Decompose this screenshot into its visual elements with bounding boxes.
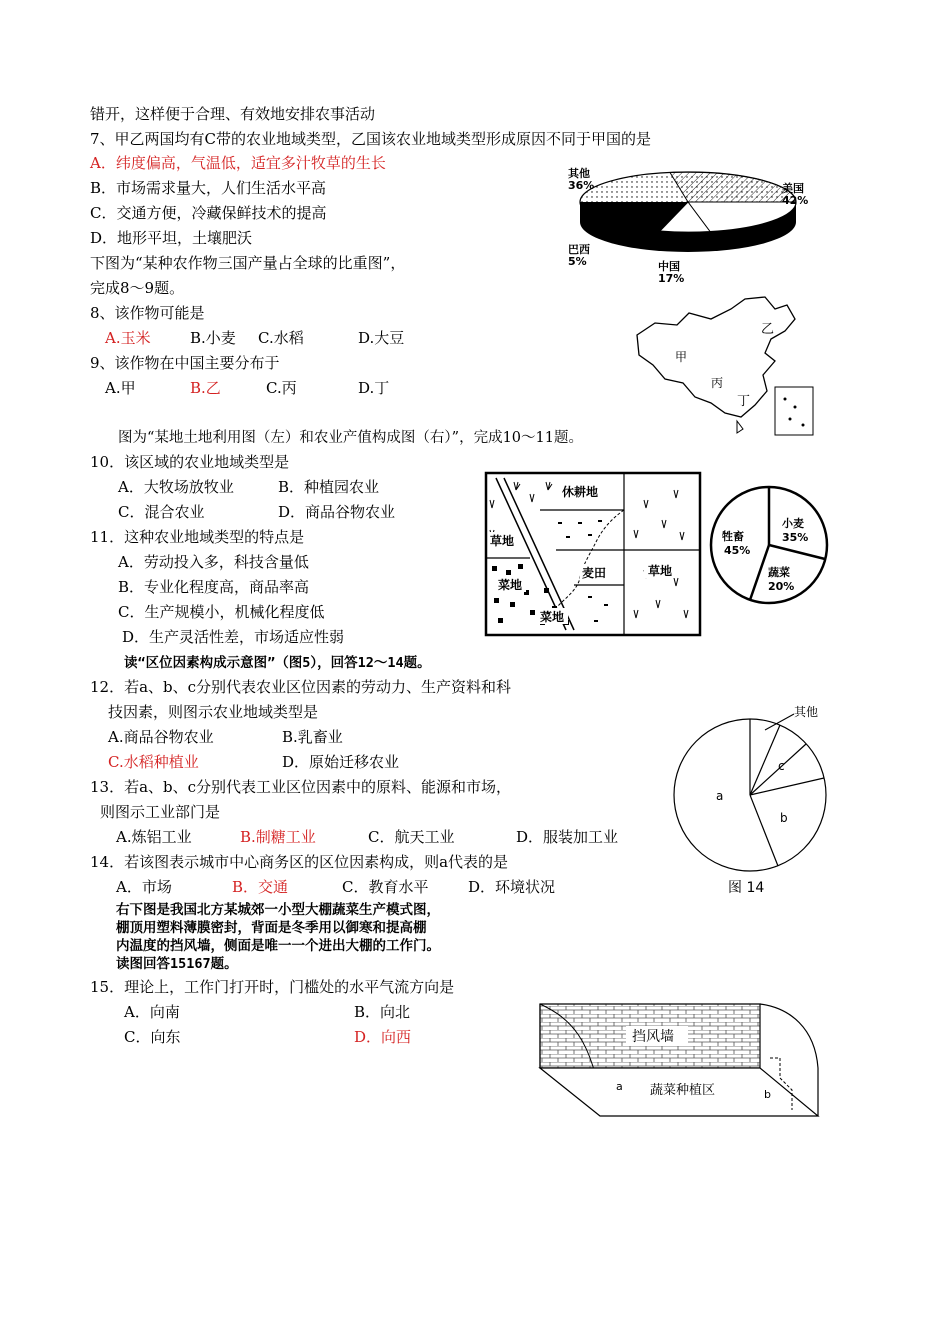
q13-option-c: C．航天工业 [368, 828, 455, 846]
label-a: a [616, 1080, 623, 1093]
south-sea-inset [775, 387, 813, 435]
q12-option-d: D．原始迁移农业 [282, 753, 400, 771]
q9-option-b: B.乙 [190, 379, 221, 397]
question-14: 14．若该图表示城市中心商务区的区位因素构成，则a代表的是 [90, 853, 509, 871]
china-outline-map [625, 295, 820, 440]
region-yi-label: 乙 [761, 322, 775, 337]
question-10: 10．该区域的农业地域类型是 [90, 453, 290, 471]
output-value-pie [708, 484, 830, 606]
label-veg-pct: 20% [768, 580, 795, 593]
hainan-island [737, 421, 743, 433]
label-planting-zone: 蔬菜种植区 [650, 1083, 716, 1098]
region-bing-label: 丙 [711, 376, 724, 390]
q11-option-b: B．专业化程度高，商品率高 [118, 578, 310, 596]
q15-option-b: B．向北 [354, 1003, 411, 1021]
label-other: 其他 [794, 705, 819, 719]
label-c: c [778, 759, 785, 773]
region-jia-label: 甲 [675, 350, 688, 364]
q7-option-c: C．交通方便，冷藏保鲜技术的提高 [90, 204, 327, 222]
intro-15-line3: 内温度的挡风墙，侧面是唯一一个进出大棚的工作门。 [116, 938, 440, 954]
question-12-cont: 技因素，则图示农业地域类型是 [108, 703, 319, 721]
q9-option-d: D.丁 [358, 379, 390, 397]
q14-option-a: A．市场 [116, 878, 172, 896]
inset-island-icon [784, 398, 787, 401]
q7-option-b: B．市场需求量大，人们生活水平高 [90, 179, 327, 197]
question-13-cont: 则图示工业部门是 [100, 803, 221, 821]
label-a: a [716, 789, 724, 803]
label-brazil: 巴西 [568, 243, 590, 256]
region-ding-label: 丁 [737, 394, 751, 409]
q13-option-b: B.制糖工业 [240, 828, 316, 846]
q10-option-b: B．种植园农业 [278, 478, 380, 496]
label-veg-bottom: 菜地 [540, 610, 565, 624]
crop-share-pie-figure [560, 160, 820, 290]
label-livestock-pct: 45% [724, 544, 751, 557]
question-15: 15．理论上，工作门打开时，门槛处的水平气流方向是 [90, 978, 455, 996]
q12-option-a: A.商品谷物农业 [108, 728, 214, 746]
inset-island-icon [802, 424, 805, 427]
q13-option-d: D．服装加工业 [516, 828, 619, 846]
question-9: 9、该作物在中国主要分布于 [90, 354, 280, 372]
label-b: b [764, 1088, 771, 1101]
figure-caption: 图 14 [728, 880, 765, 896]
q9-option-c: C.丙 [266, 379, 297, 397]
q11-option-d: D．生产灵活性差，市场适应性弱 [122, 628, 345, 646]
inset-island-icon [794, 406, 797, 409]
land-use-map [484, 470, 706, 640]
q15-option-d: D．向西 [354, 1028, 412, 1046]
q8-option-a: A.玉米 [105, 329, 151, 347]
q14-option-c: C．教育水平 [342, 878, 429, 896]
text-line: 错开，这样便于合理、有效地安排农事活动 [90, 105, 376, 123]
q11-option-a: A．劳动投入多，科技含量低 [118, 553, 309, 571]
q8-option-d: D.大豆 [358, 329, 405, 347]
label-other-pct: 36% [568, 179, 595, 192]
q13-option-a: A.炼铝工业 [116, 828, 192, 846]
intro-15-line2: 棚顶用塑料薄膜密封，背面是冬季用以御寒和提高棚 [116, 920, 427, 936]
label-veg: 蔬菜 [768, 566, 790, 579]
q14-option-b: B．交通 [232, 878, 289, 896]
label-b: b [780, 811, 788, 825]
q7-option-d: D．地形平坦，土壤肥沃 [90, 229, 253, 247]
question-7: 7、甲乙两国均有C带的农业地域类型，乙国该农业地域类型形成原因不同于甲国的是 [90, 130, 652, 148]
label-china: 中国 [658, 260, 680, 273]
location-factor-pie [668, 700, 838, 900]
intro-15: 右下图是我国北方某城郊一小型大棚蔬菜生产模式图， [116, 902, 440, 918]
label-wheat: 小麦 [782, 517, 804, 530]
q7-option-a: A．纬度偏高，气温低，适宜多汁牧草的生长 [90, 154, 386, 172]
q10-option-c: C．混合农业 [118, 503, 205, 521]
q10-option-a: A．大牧场放牧业 [118, 478, 234, 496]
label-grass-right: 草地 [648, 564, 673, 578]
q8-option-c: C.水稻 [258, 329, 304, 347]
intro-8-9-cont: 完成8～9题。 [90, 279, 185, 297]
label-brazil-pct: 5% [568, 255, 587, 268]
label-usa: 美国 [782, 182, 804, 195]
label-wheat-pct: 35% [782, 531, 809, 544]
q9-option-a: A.甲 [105, 379, 136, 397]
label-wind-wall: 挡风墙 [632, 1029, 674, 1045]
intro-12-14: 读“区位因素构成示意图”（图5），回答12～14题。 [124, 655, 431, 671]
q8-option-b: B.小麦 [190, 329, 236, 347]
label-livestock: 牲畜 [722, 530, 744, 543]
intro-8-9: 下图为“某种农作物三国产量占全球的比重图”， [90, 254, 406, 272]
question-12: 12．若a、b、c分别代表农业区位因素的劳动力、生产资料和科 [90, 678, 512, 696]
q11-option-c: C．生产规模小，机械化程度低 [118, 603, 325, 621]
china-border [637, 297, 795, 417]
q15-option-a: A．向南 [124, 1003, 180, 1021]
label-other: 其他 [568, 167, 590, 180]
q14-option-d: D．环境状况 [468, 878, 556, 896]
q12-option-b: B.乳畜业 [282, 728, 343, 746]
label-fallow: 休耕地 [562, 485, 599, 499]
label-grass-left: 草地 [490, 534, 515, 548]
pie-slice-usa [670, 172, 796, 202]
label-veg-left: 菜地 [498, 578, 523, 592]
question-8: 8、该作物可能是 [90, 304, 205, 322]
greenhouse-diagram [530, 998, 825, 1120]
inset-island-icon [789, 418, 792, 421]
q10-option-d: D．商品谷物农业 [278, 503, 396, 521]
intro-15-line4: 读图回答15167题。 [116, 956, 238, 972]
question-13: 13．若a、b、c分别代表工业区位因素中的原料、能源和市场， [90, 778, 512, 796]
intro-10-11: 图为“某地土地利用图（左）和农业产值构成图（右）”，完成10～11题。 [118, 430, 583, 446]
q15-option-c: C．向东 [124, 1028, 181, 1046]
q12-option-c: C.水稻种植业 [108, 753, 199, 771]
label-china-pct: 17% [658, 272, 685, 285]
label-wheat-field: 麦田 [582, 566, 607, 580]
question-11: 11．这种农业地域类型的特点是 [90, 528, 305, 546]
label-usa-pct: 42% [782, 194, 809, 207]
